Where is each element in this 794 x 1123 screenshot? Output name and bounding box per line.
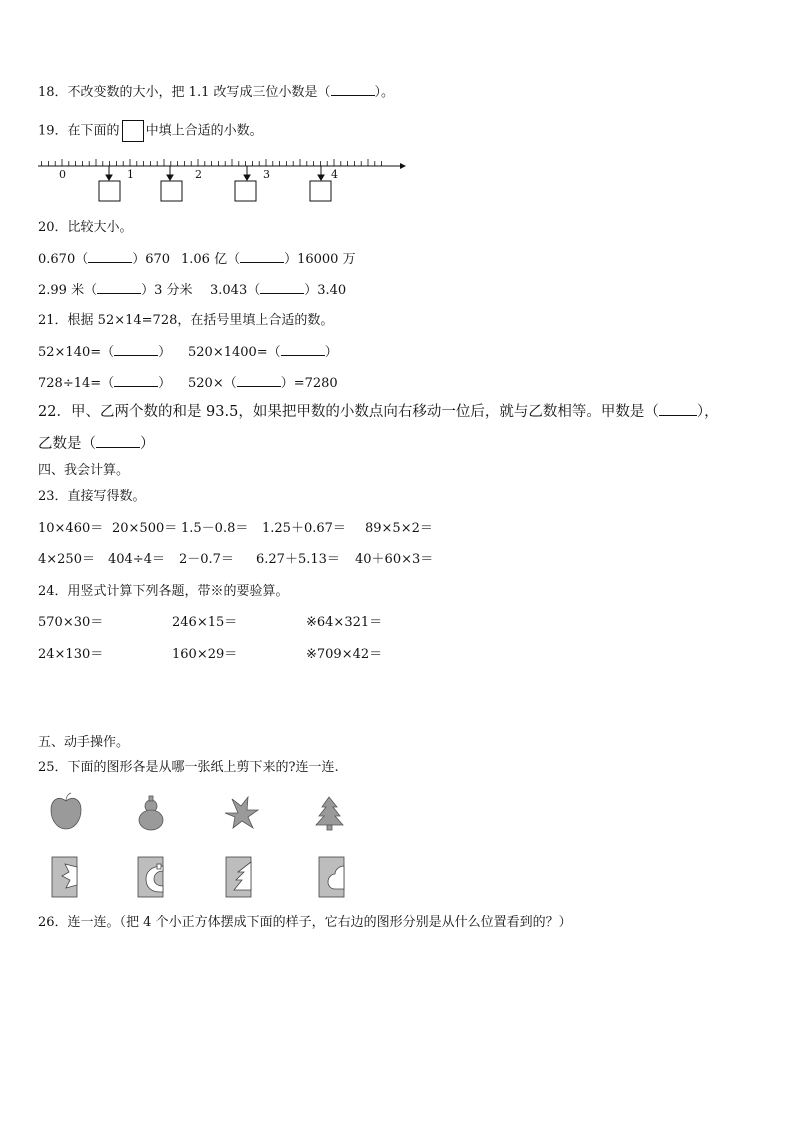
- calc-item: 570×30＝: [38, 615, 104, 630]
- section-4-heading: 四、我会计算。: [38, 463, 130, 478]
- paper-cut-2[interactable]: [138, 857, 163, 897]
- q21-item: 728÷14=（ ）: [38, 376, 172, 391]
- question-19: 19．在下面的 中填上合适的小数。: [38, 120, 263, 142]
- question-21: 21．根据 52×14=728，在括号里填上合适的数。: [38, 313, 334, 328]
- calc-item: 4×250＝: [38, 552, 95, 567]
- tree-shape[interactable]: [316, 797, 343, 830]
- paper-cut-3[interactable]: [226, 857, 251, 897]
- calc-item: 404÷4＝: [108, 552, 165, 567]
- calc-item: 246×15＝: [172, 615, 238, 630]
- question-22-line2: 乙数是（ ）: [38, 436, 155, 452]
- gourd-shape[interactable]: [139, 796, 163, 830]
- tick-label-4: 4: [331, 168, 338, 181]
- question-23: 23．直接写得数。: [38, 489, 146, 504]
- calc-item: 160×29＝: [172, 647, 238, 662]
- question-18: 18．不改变数的大小，把 1.1 改写成三位小数是（ ）。: [38, 85, 395, 100]
- q20-item: 0.670（ ）670: [38, 252, 171, 267]
- q20-item: 2.99 米（ ）3 分米: [38, 283, 193, 298]
- paper-cut-1[interactable]: [52, 857, 77, 897]
- tick-label-0: 0: [59, 168, 66, 181]
- question-25: 25．下面的图形各是从哪一张纸上剪下来的?连一连.: [38, 760, 339, 775]
- calc-item: 40＋60×3＝: [355, 552, 434, 567]
- tick-label-2: 2: [195, 168, 202, 181]
- question-24: 24．用竖式计算下列各题，带※的要验算。: [38, 584, 289, 599]
- tick-label-1: 1: [127, 168, 134, 181]
- calc-item: ※709×42＝: [306, 647, 383, 662]
- paper-cut-4[interactable]: [319, 857, 344, 897]
- q21-item: 520×1400=（ ）: [188, 345, 338, 360]
- calc-item: 10×460＝: [38, 521, 104, 536]
- q20-item: 3.043（ ）3.40: [210, 283, 347, 298]
- q20-item: 1.06 亿（ ）16000 万: [181, 252, 356, 267]
- calc-item: 6.27＋5.13＝: [256, 552, 340, 567]
- section-5-heading: 五、动手操作。: [38, 735, 130, 750]
- calc-item: 1.25＋0.67＝: [262, 521, 346, 536]
- flower-shape[interactable]: [225, 797, 258, 828]
- calc-item: ※64×321＝: [306, 615, 383, 630]
- q21-item: 520×（ ）=7280: [188, 376, 338, 391]
- q21-item: 52×140=（ ）: [38, 345, 172, 360]
- calc-item: 89×5×2＝: [365, 521, 433, 536]
- calc-item: 2－0.7＝: [179, 552, 234, 567]
- calc-item: 24×130＝: [38, 647, 104, 662]
- calc-item: 1.5－0.8＝: [181, 521, 249, 536]
- question-26: 26．连一连。（把 4 个小正方体摆成下面的样子，它右边的图形分别是从什么位置看到的？）: [38, 915, 572, 930]
- question-22: 22．甲、乙两个数的和是 93.5，如果把甲数的小数点向右移动一位后，就与乙数相等。甲数是（ ），: [38, 404, 719, 420]
- question-20: 20．比较大小。: [38, 220, 133, 235]
- calc-item: 20×500＝: [112, 521, 178, 536]
- apple-shape[interactable]: [51, 793, 81, 829]
- tick-label-3: 3: [263, 168, 270, 181]
